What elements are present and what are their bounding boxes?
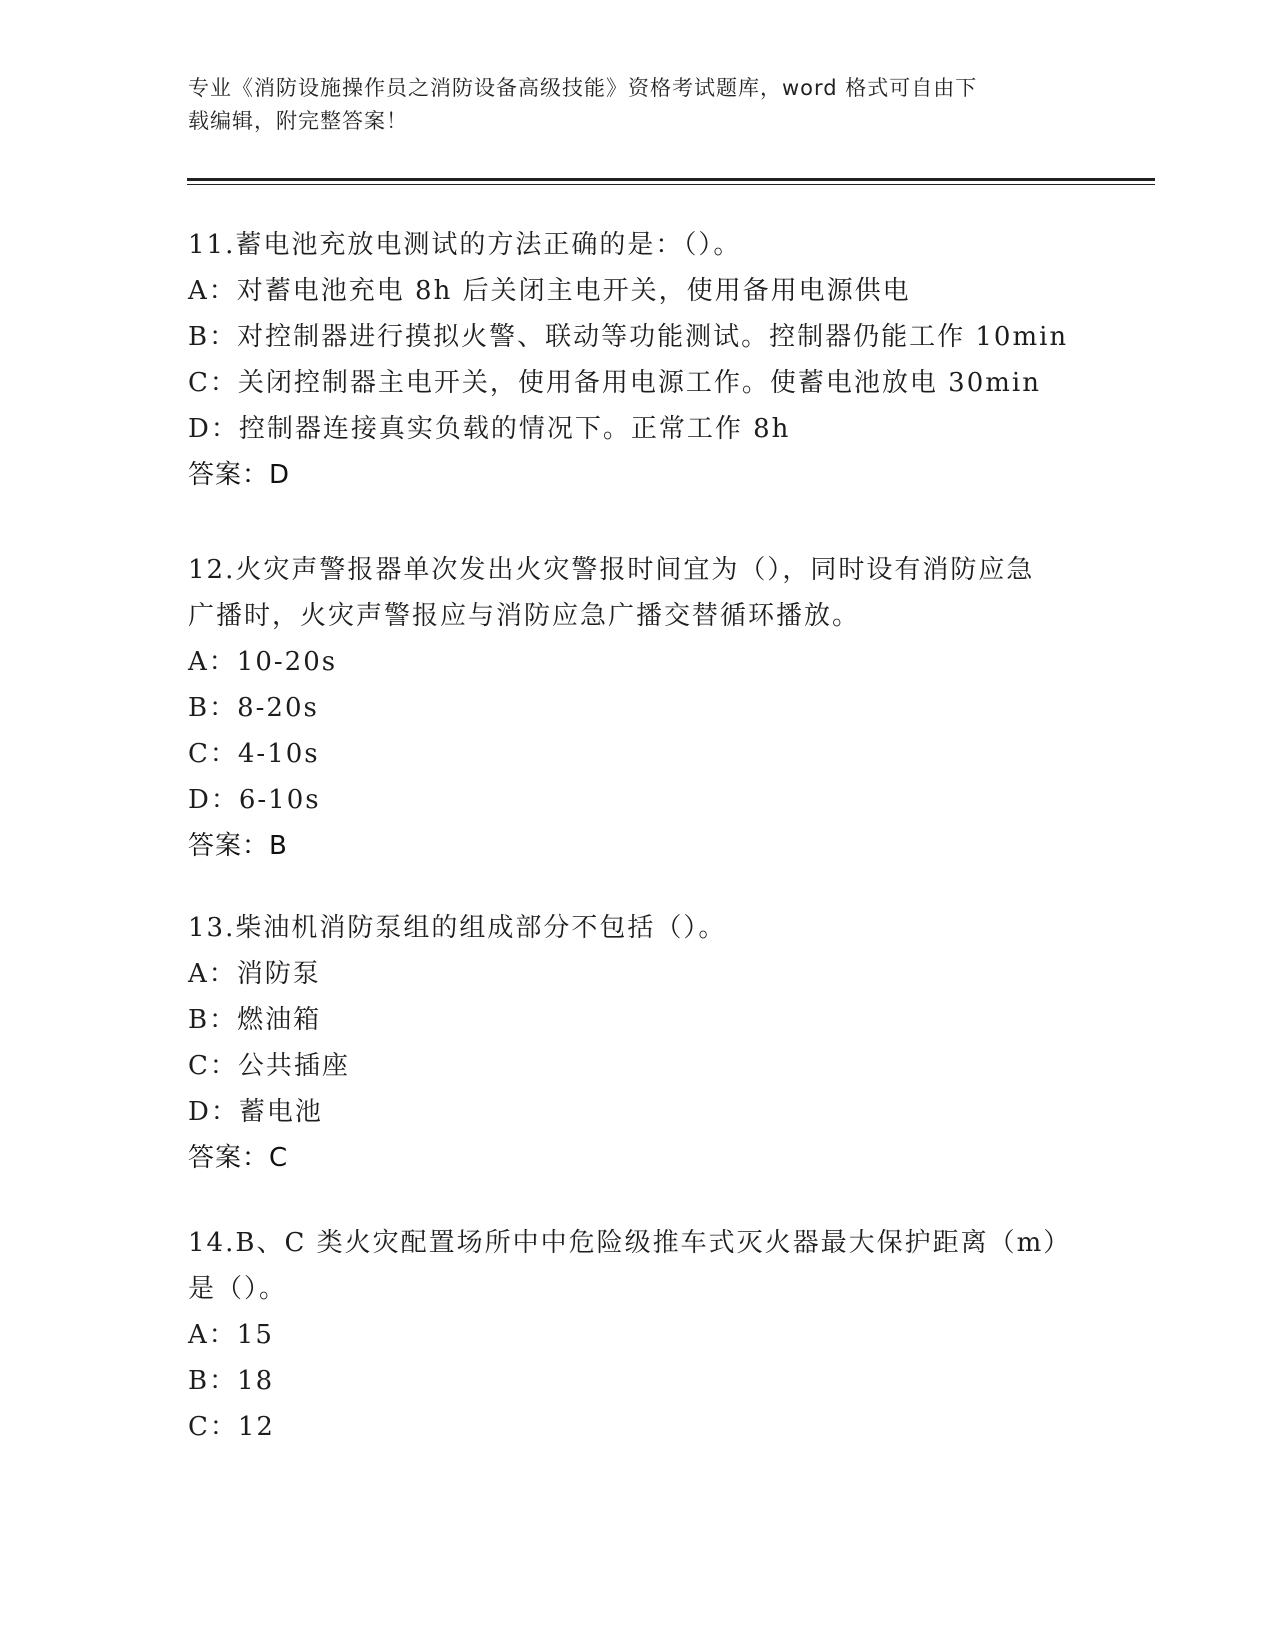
option-b: B：8-20s: [188, 693, 319, 723]
header-divider-thick: [187, 178, 1155, 181]
option-d: D：6-10s: [188, 785, 321, 815]
option-d: D：蓄电池: [188, 1097, 323, 1127]
question-stem: 13.柴油机消防泵组的组成部分不包括（）。: [188, 913, 727, 943]
question-stem: 11.蓄电池充放电测试的方法正确的是：（）。: [188, 230, 742, 260]
option-a: A：对蓄电池充电 8h 后关闭主电开关，使用备用电源供电: [188, 276, 911, 306]
option-a: A：10-20s: [188, 647, 338, 677]
question-11: [188, 222, 1088, 498]
option-b: B：对控制器进行摸拟火警、联动等功能测试。控制器仍能工作 10min: [188, 322, 1069, 352]
question-stem-continued: 广播时，火灾声警报应与消防应急广播交替循环播放。: [188, 601, 861, 631]
option-c: C：4-10s: [188, 739, 320, 769]
question-14: [188, 1220, 1088, 1450]
question-stem-continued: 是（）。: [188, 1274, 288, 1304]
option-a: A：消防泵: [188, 959, 321, 989]
option-b: B：燃油箱: [188, 1005, 322, 1035]
option-a: A：15: [188, 1320, 274, 1350]
answer-line: 答案：D: [188, 460, 291, 490]
header-line-2: 载编辑，附完整答案！: [188, 109, 408, 133]
question-12: [188, 547, 1088, 869]
option-b: B：18: [188, 1366, 275, 1396]
answer-line: 答案：B: [188, 831, 288, 861]
header-divider-thin: [187, 184, 1155, 185]
document-header: [188, 72, 1088, 138]
option-d: D：控制器连接真实负载的情况下。正常工作 8h: [188, 414, 791, 444]
option-c: C：公共插座: [188, 1051, 350, 1081]
header-line-1: 专业《消防设施操作员之消防设备高级技能》资格考试题库，word 格式可自由下: [188, 76, 978, 100]
option-c: C：12: [188, 1412, 275, 1442]
question-13: [188, 905, 1088, 1181]
option-c: C：关闭控制器主电开关，使用备用电源工作。使蓄电池放电 30min: [188, 368, 1041, 398]
answer-line: 答案：C: [188, 1143, 289, 1173]
question-stem: 12.火灾声警报器单次发出火灾警报时间宜为（），同时设有消防应急: [188, 555, 1035, 585]
question-stem: 14.B、C 类火灾配置场所中中危险级推车式灭火器最大保护距离（m）: [188, 1228, 1072, 1258]
